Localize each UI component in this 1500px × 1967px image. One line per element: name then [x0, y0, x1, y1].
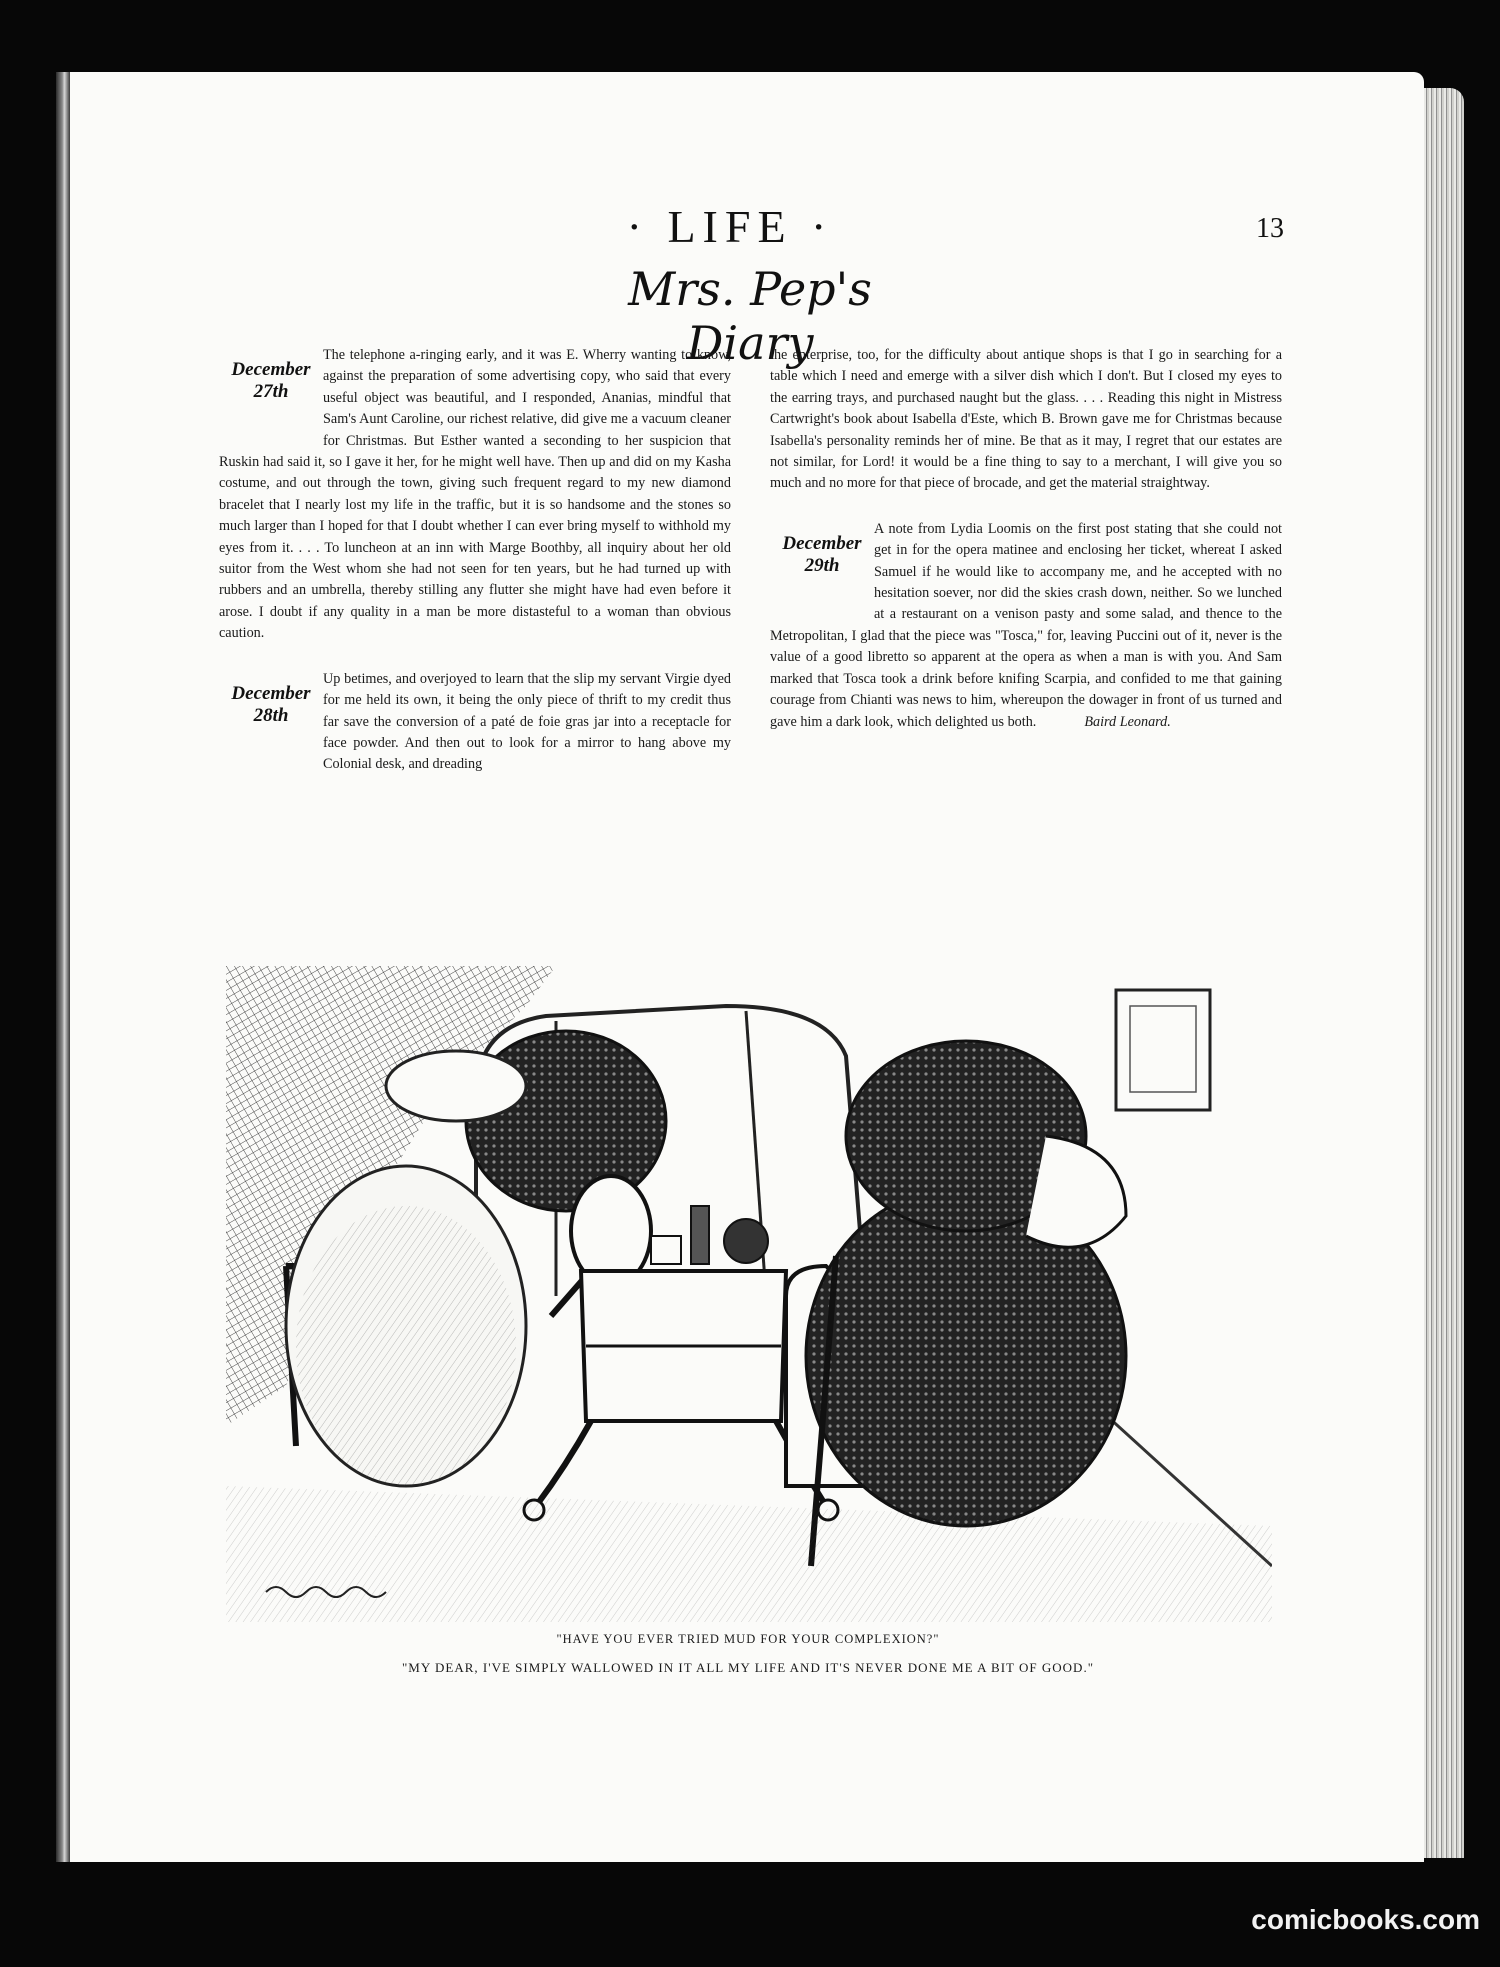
entry-date-day: 29th [804, 554, 840, 576]
diary-entry-dec-27 [219, 345, 731, 645]
diary-title: Mrs. Pep's Diary [628, 262, 872, 370]
entry-date-month: December [231, 682, 311, 704]
book-binding [56, 72, 70, 1862]
entry-date-day: 28th [253, 704, 289, 726]
entry-date-day: 27th [253, 381, 289, 402]
entry-text: The telephone a-ringing early, and it was E. Wherry wanting to know, against the preparation of some advertising copy, who said that every useful object was beautiful, and I responded, Ananias, mindful that Sam's Aunt Caroline, our richest relative, did give me a vacuum cleaner for Christmas. But Esther wanted a seconding to her suspicion that Ruskin had said it, so I gave it her, for he might well have. Then up and did on my Kasha costume, and out through the town, giving such frequent regard to my new diamond bracelet that I nearly lost my life in the traffic, but it is so handsome and the stones so much larger than I hoped for that I doubt whether I can ever bring myself to withhold my eyes from it. . . . To luncheon at an inn with Marge Boothby, all inquiry about her old suitor from the West whom she had not seen for ten years, but he had turned up with rubbers and an umbrella, thereby stilling any flutter she might have had even before it arose. I doubt if any quality in a man be more distasteful to a woman than obvious caution. [219, 347, 731, 642]
masthead: · LIFE · [626, 201, 834, 252]
text-column-right [770, 345, 1282, 733]
text-column-left [219, 345, 731, 776]
cartoon-caption-question: "HAVE YOU EVER TRIED MUD FOR YOUR COMPLEXION?" [556, 1632, 940, 1646]
watermark: comicbooks.com [1251, 1904, 1480, 1935]
entry-text-body: A note from Lydia Loomis on the first post stating that she could not get in for the opera matinee and enclosing her ticket, whereat I asked Samuel if he would like to accompany me, and he accepted with no hesitation soever, nor did the skies crash down, neither. So we lunched at a restaurant on a venison pasty and some salad, and thence to the Metropolitan, I glad that the piece was "Tosca," for, leaving Puccini out of it, never is the value of a good libretto so apparent at the opera as when a man is with you. And Sam marked that Tosca took a drink before knifing Scarpia, and confided to me that gaining courage from Chianti was news to him, whereupon the dowager in front of us turned and gave him a dark look, which delighted us both. [770, 520, 1282, 730]
diary-entry-dec-28 [219, 669, 731, 776]
cartoon-illustration [226, 966, 1272, 1622]
woman-body-shading [296, 1206, 516, 1486]
powder-box [651, 1236, 681, 1264]
cartoon-caption-answer: "MY DEAR, I'VE SIMPLY WALLOWED IN IT ALL MY LIFE AND IT'S NEVER DONE ME A BIT OF GOOD." [402, 1660, 1094, 1675]
wall-picture-inner [1130, 1006, 1196, 1092]
entry-date [219, 345, 323, 445]
entry-date [770, 519, 874, 619]
floor-shadow [226, 1486, 1272, 1622]
entry-date-month: December [782, 532, 862, 554]
vanity-legs [536, 1421, 826, 1506]
byline: Baird Leonard. [1084, 713, 1171, 730]
entry-continuation: the enterprise, too, for the difficulty about antique shops is that I go in searching for a table which I need and emerge with a silver dish which I don't. But I closed my eyes to the earring trays, and purchased naught but the glass. . . . Reading this night in Mistress Cartwright's book about Isabella d'Este, which B. Brown gave me for Christmas because Isabella's personality reminds her of mine. Be that as it may, I regret that our estates are not similar, for Lord! it would be a fine thing to say to a merchant, I will give you so much and no more for that piece of brocade, and get the material straightway. [770, 347, 1282, 492]
perfume-jar [724, 1219, 768, 1263]
entry-text: Up betimes, and overjoyed to learn that the slip my servant Virgie dyed for me held its own, it being the only piece of thrift to my credit thus far save the conversion of a paté de foie gras jar into a receptacle for face powder. And then out to look for a mirror to hang above my Colonial desk, and dreading [323, 670, 731, 773]
entry-date-month: December [231, 359, 311, 380]
perfume-bottle [691, 1206, 709, 1264]
woman-cap [386, 1051, 526, 1121]
entry-date [219, 669, 323, 769]
page-edges [1424, 88, 1464, 1858]
page-number: 13 [1256, 213, 1284, 244]
diary-entry-dec-29 [770, 519, 1282, 733]
